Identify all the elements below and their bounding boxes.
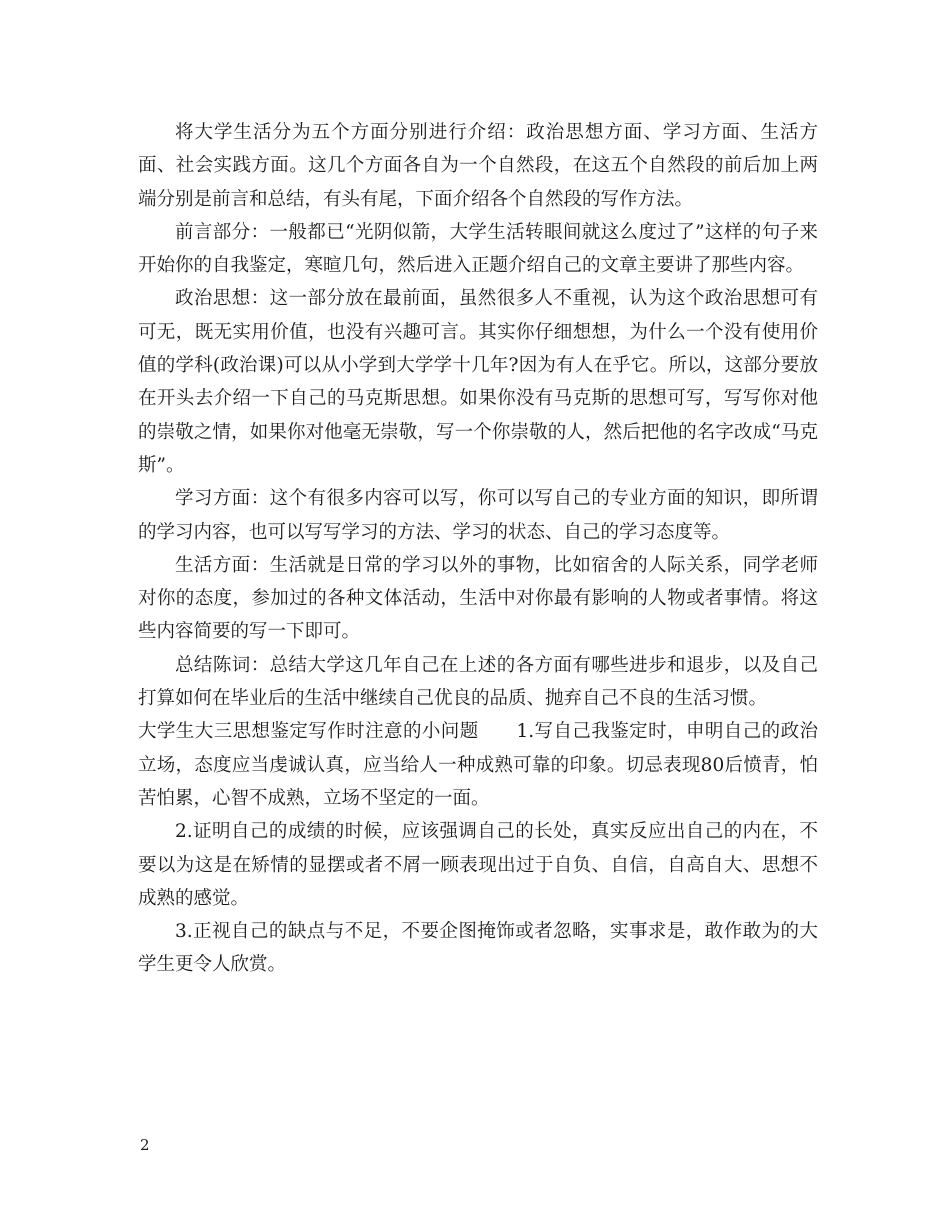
paragraph-notes-item-3: 3.正视自己的缺点与不足，不要企图掩饰或者忽略，实事求是，敢作敢为的大学生更令人欣赏。 <box>138 921 818 976</box>
paragraph-notes-item-1: 大学生大三思想鉴定写作时注意的小问题 1.写自己我鉴定时，申明自己的政治立场，态度应当虔诚认真，应当给人一种成熟可靠的印象。切忌表现80后愤青，怕苦怕累，心智不成熟，立场不坚定的一面。 <box>138 721 818 809</box>
page-number: 2 <box>140 1136 150 1154</box>
paragraph-political-thought: 政治思想：这一部分放在最前面，虽然很多人不重视，认为这个政治思想可有可无，既无实用价值，也没有兴趣可言。其实你仔细想想，为什么一个没有使用价值的学科(政治课)可以从小学到大学学十几年?因为有人在乎它。所以，这部分要放在开头去介绍一下自己的马克斯思想。如果你没有马克斯的思想可写，写写你对他的崇敬之情，如果你对他毫无崇敬，写一个你崇敬的人，然后把他的名字改成“马克斯”。 <box>138 288 818 476</box>
paragraph-preface: 前言部分：一般都已“光阴似箭，大学生活转眼间就这么度过了”这样的句子来开始你的自我鉴定，寒暄几句，然后进入正题介绍自己的文章主要讲了那些内容。 <box>138 221 818 277</box>
paragraph-summary: 总结陈词：总结大学这几年自己在上述的各方面有哪些进步和退步，以及自己打算如何在毕业后的生活中继续自己优良的品质、抛弃自己不良的生活习惯。 <box>138 654 818 710</box>
paragraph-study: 学习方面：这个有很多内容可以写，你可以写自己的专业方面的知识，即所谓的学习内容，也可以写写学习的方法、学习的状态、自己的学习态度等。 <box>138 488 818 543</box>
paragraph-life: 生活方面：生活就是日常的学习以外的事物，比如宿舍的人际关系，同学老师对你的态度，参加过的各种文体活动，生活中对你最有影响的人物或者事情。将这些内容简要的写一下即可。 <box>138 554 818 643</box>
paragraph-intro: 将大学生活分为五个方面分别进行介绍：政治思想方面、学习方面、生活方面、社会实践方面。这几个方面各自为一个自然段，在这五个自然段的前后加上两端分别是前言和总结，有头有尾，下面介绍各个自然段的写作方法。 <box>138 122 818 210</box>
document-body <box>138 116 818 982</box>
paragraph-notes-item-2: 2.证明自己的成绩的时候，应该强调自己的长处，真实反应出自己的内在，不要以为这是在矫情的显摆或者不屑一顾表现出过于自负、自信，自高自大、思想不成熟的感觉。 <box>138 821 818 909</box>
